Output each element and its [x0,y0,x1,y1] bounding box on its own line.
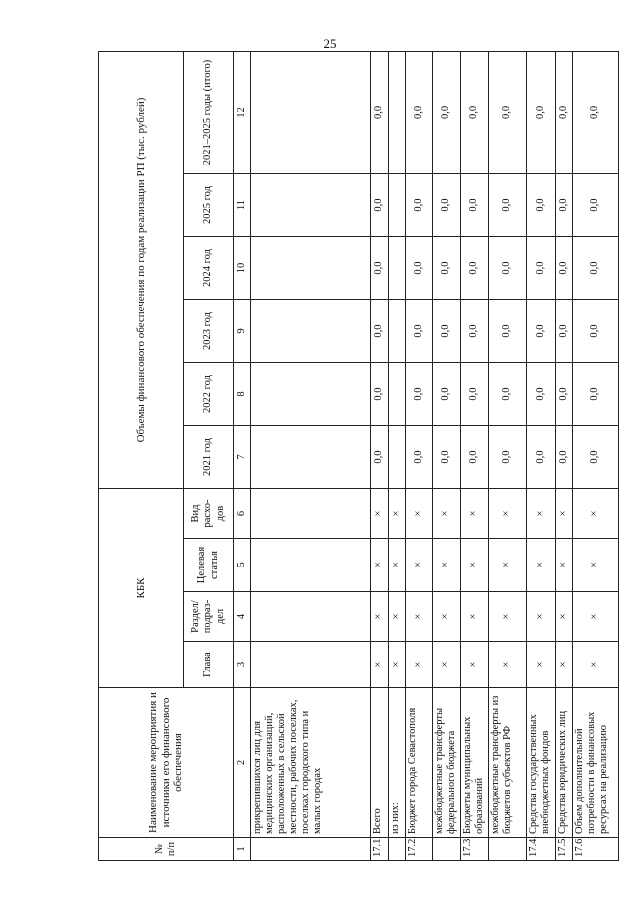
row-name: Всего [371,688,389,838]
row-number: 17.2. [406,838,433,861]
kbk-cell: × [573,539,619,592]
header-kbk-glava: Глава [184,642,234,688]
kbk-cell: × [573,489,619,539]
kbk-cell [251,592,371,642]
row-number [251,838,371,861]
kbk-cell: × [406,642,433,688]
value-cell [251,426,371,489]
value-cell: 0,0 [573,426,619,489]
row-name: Объем дополнительной потребности в финансовых ресурсах на реализацию [573,688,619,838]
kbk-cell: × [406,489,433,539]
row-number: 17.5. [556,838,573,861]
column-number-row [234,51,251,860]
value-cell [389,51,406,173]
kbk-cell: × [527,539,556,592]
value-cell: 0,0 [556,174,573,237]
value-cell: 0,0 [433,300,461,363]
rotated-table-container [98,52,610,861]
row-name: межбюджетные трансферты федерального бюджета [433,688,461,838]
kbk-cell: × [433,592,461,642]
column-number-cell: 12 [234,51,251,173]
value-cell [251,174,371,237]
row-number [389,838,406,861]
value-cell: 0,0 [461,300,489,363]
kbk-cell: × [573,642,619,688]
value-cell: 0,0 [489,426,527,489]
value-cell: 0,0 [433,426,461,489]
value-cell: 0,0 [371,363,389,426]
value-cell: 0,0 [556,51,573,173]
column-number-cell: 11 [234,174,251,237]
header-name: Наименование мероприятия и источники его финансового обеспечения [99,688,234,838]
value-cell: 0,0 [406,51,433,173]
value-cell [389,174,406,237]
value-cell [389,300,406,363]
header-year-2023: 2023 год [184,300,234,363]
value-cell: 0,0 [406,426,433,489]
kbk-cell [251,489,371,539]
table-row [461,51,489,860]
row-name: Бюджет города Севастополя [406,688,433,838]
kbk-cell: × [433,642,461,688]
column-number-cell: 6 [234,489,251,539]
header-funding: Объемы финансового обеспечения по годам реализации РП (тыс. рублей) [99,51,184,488]
column-number-cell: 8 [234,363,251,426]
value-cell: 0,0 [371,426,389,489]
row-number [433,838,461,861]
kbk-cell: × [406,539,433,592]
value-cell: 0,0 [489,174,527,237]
column-number-cell: 4 [234,592,251,642]
row-name: прикрепившихся лиц для медицинских организаций, расположенных в сельской местности, рабочих поселках, поселках городского типа и малых городах [251,688,371,838]
value-cell [251,237,371,300]
kbk-cell: × [527,642,556,688]
value-cell: 0,0 [461,426,489,489]
column-number-cell: 3 [234,642,251,688]
kbk-cell: × [433,489,461,539]
value-cell: 0,0 [371,51,389,173]
kbk-cell: × [527,592,556,642]
value-cell: 0,0 [527,174,556,237]
value-cell: 0,0 [406,300,433,363]
kbk-cell: × [556,539,573,592]
kbk-cell: × [527,489,556,539]
header-year-2021: 2021 год [184,426,234,489]
value-cell: 0,0 [371,300,389,363]
header-year-total: 2021–2025 годы (итого) [184,51,234,173]
value-cell: 0,0 [527,300,556,363]
value-cell: 0,0 [433,174,461,237]
table-row [406,51,433,860]
header-num: № п/п [99,838,234,861]
header-year-2022: 2022 год [184,363,234,426]
value-cell: 0,0 [406,363,433,426]
kbk-cell: × [433,539,461,592]
kbk-cell: × [389,592,406,642]
header-kbk-razdel: Раздел/ подраз- дел [184,592,234,642]
value-cell: 0,0 [406,237,433,300]
kbk-cell: × [371,592,389,642]
value-cell [251,51,371,173]
value-cell: 0,0 [433,363,461,426]
column-number-cell: 5 [234,539,251,592]
value-cell: 0,0 [371,237,389,300]
value-cell: 0,0 [371,174,389,237]
value-cell [389,363,406,426]
kbk-cell: × [389,489,406,539]
value-cell: 0,0 [489,237,527,300]
value-cell: 0,0 [461,237,489,300]
row-name: Средства юридических лиц [556,688,573,838]
kbk-cell [251,642,371,688]
header-year-2024: 2024 год [184,237,234,300]
row-number: 17.6. [573,838,619,861]
value-cell: 0,0 [556,426,573,489]
value-cell: 0,0 [573,174,619,237]
kbk-cell: × [556,592,573,642]
value-cell: 0,0 [489,363,527,426]
row-name: Средства государственных внебюджетных фондов [527,688,556,838]
table-row [371,51,389,860]
value-cell: 0,0 [556,237,573,300]
kbk-cell: × [573,592,619,642]
value-cell [389,426,406,489]
kbk-cell: × [489,642,527,688]
kbk-cell: × [461,642,489,688]
table-row [389,51,406,860]
table-row [251,51,371,860]
kbk-cell: × [489,539,527,592]
value-cell: 0,0 [573,363,619,426]
header-row-1 [99,51,184,860]
table-row [573,51,619,860]
row-name: Бюджеты муниципальных образований [461,688,489,838]
row-number: 17.4. [527,838,556,861]
kbk-cell: × [389,642,406,688]
kbk-cell: × [371,539,389,592]
value-cell [251,363,371,426]
value-cell: 0,0 [556,300,573,363]
value-cell: 0,0 [573,237,619,300]
value-cell: 0,0 [461,51,489,173]
kbk-cell: × [389,539,406,592]
kbk-cell: × [461,592,489,642]
value-cell: 0,0 [527,237,556,300]
table-row [556,51,573,860]
header-year-2025: 2025 год [184,174,234,237]
table-row [489,51,527,860]
value-cell: 0,0 [406,174,433,237]
value-cell: 0,0 [461,363,489,426]
kbk-cell: × [371,642,389,688]
row-number: 17.3. [461,838,489,861]
page-number: 25 [323,36,337,51]
table-row [527,51,556,860]
value-cell: 0,0 [433,51,461,173]
kbk-cell: × [489,489,527,539]
value-cell: 0,0 [461,174,489,237]
kbk-cell: × [371,489,389,539]
kbk-cell: × [556,642,573,688]
row-name: межбюджетные трансферты из бюджетов субъектов РФ [489,688,527,838]
column-number-cell: 7 [234,426,251,489]
value-cell: 0,0 [527,363,556,426]
column-number-cell: 1 [234,838,251,861]
value-cell: 0,0 [489,300,527,363]
value-cell: 0,0 [556,363,573,426]
value-cell [389,237,406,300]
kbk-cell: × [461,539,489,592]
header-kbk-statya: Целевая статья [184,539,234,592]
kbk-cell: × [461,489,489,539]
kbk-cell: × [556,489,573,539]
column-number-cell: 2 [234,688,251,838]
kbk-cell: × [406,592,433,642]
value-cell: 0,0 [527,51,556,173]
value-cell: 0,0 [527,426,556,489]
header-kbk: КБК [99,489,184,688]
row-name: из них: [389,688,406,838]
value-cell [251,300,371,363]
value-cell: 0,0 [489,51,527,173]
kbk-cell: × [489,592,527,642]
table-row [433,51,461,860]
row-number [489,838,527,861]
column-number-cell: 9 [234,300,251,363]
funding-table [98,51,619,861]
value-cell: 0,0 [573,300,619,363]
value-cell: 0,0 [573,51,619,173]
rotated-table [98,52,610,861]
column-number-cell: 10 [234,237,251,300]
value-cell: 0,0 [433,237,461,300]
row-number: 17.1. [371,838,389,861]
header-kbk-vid: Вид расхо- дов [184,489,234,539]
kbk-cell [251,539,371,592]
